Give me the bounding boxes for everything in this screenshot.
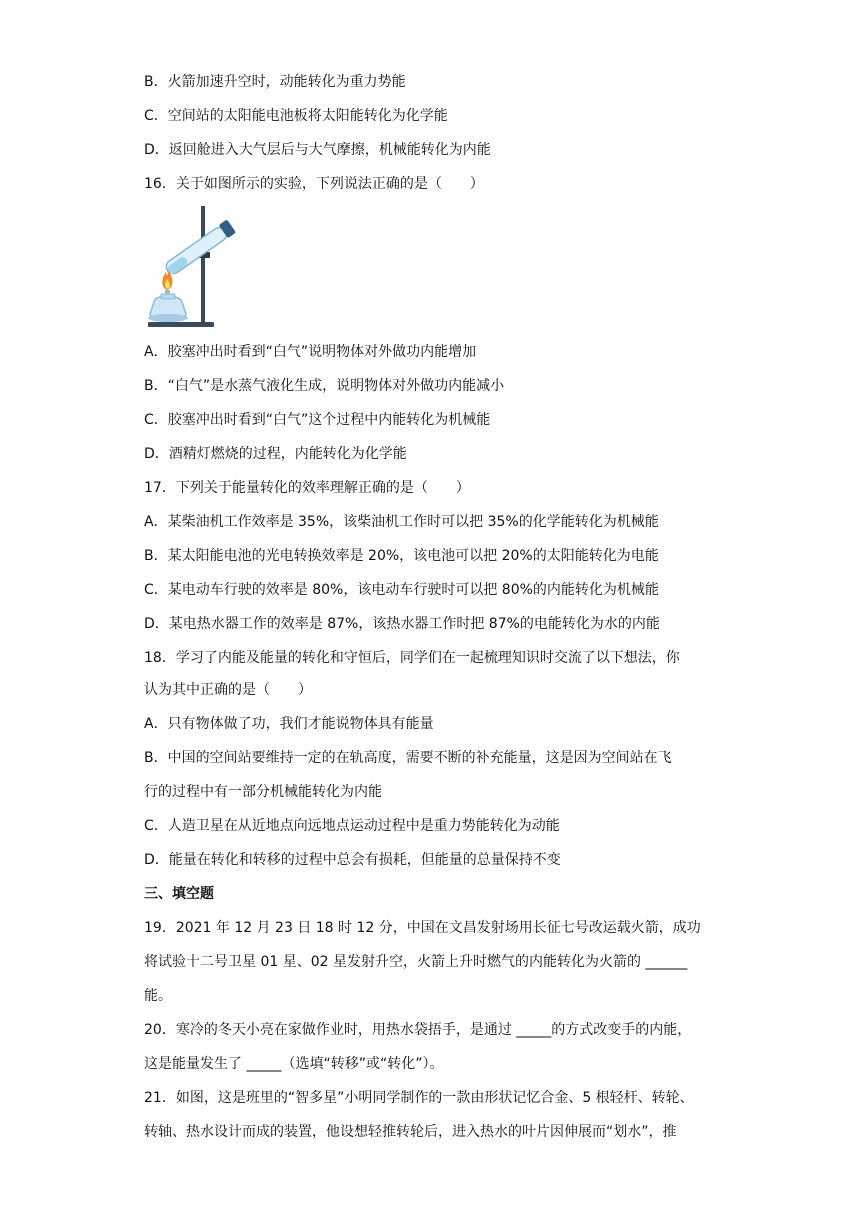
q19-line3: 能。 <box>144 988 172 1004</box>
q21-line1: 21．如图，这是班里的“智多星”小明同学制作的一款由形状记忆合金、5 根轻杆、转轮、 <box>144 1090 694 1106</box>
q16-option-b: B．“白气”是水蒸气液化生成，说明物体对外做功内能减小 <box>144 378 505 394</box>
q15-option-c: C．空间站的太阳能电池板将太阳能转化为化学能 <box>144 108 448 124</box>
q18-option-c: C．人造卫星在从近地点向远地点运动过程中是重力势能转化为动能 <box>144 818 560 834</box>
q16-option-d: D．酒精灯燃烧的过程，内能转化为化学能 <box>144 446 407 462</box>
q17-option-d: D．某电热水器工作的效率是 87%，该热水器工作时把 87%的电能转化为水的内能 <box>144 616 660 632</box>
q20-line2: 这是能量发生了 _____（选填“转移”或“转化”）。 <box>144 1056 444 1072</box>
q18-option-d: D．能量在转化和转移的过程中总会有损耗，但能量的总量保持不变 <box>144 852 561 868</box>
q16-option-c: C．胶塞冲出时看到“白气”这个过程中内能转化为机械能 <box>144 412 491 428</box>
q18-stem-line1: 18．学习了内能及能量的转化和守恒后，同学们在一起梳理知识时交流了以下想法，你 <box>144 650 680 666</box>
q17-option-c: C．某电动车行驶的效率是 80%，该电动车行驶时可以把 80%的内能转化为机械能 <box>144 582 659 598</box>
q19-line1: 19．2021 年 12 月 23 日 18 时 12 分，中国在文昌发射场用长征七号改运载火箭，成功 <box>144 920 701 936</box>
q21-line2: 转轴、热水设计而成的装置，他设想轻推转轮后，进入热水的叶片因伸展而“划水”，推 <box>144 1124 677 1140</box>
q16-option-a: A．胶塞冲出时看到“白气”说明物体对外做功内能增加 <box>144 344 477 360</box>
q15-option-b: B．火箭加速升空时，动能转化为重力势能 <box>144 74 406 90</box>
q18-stem-line2: 认为其中正确的是（ ） <box>144 682 312 698</box>
q16-stem: 16．关于如图所示的实验，下列说法正确的是（ ） <box>144 176 484 192</box>
test-tube-experiment-figure <box>140 200 252 332</box>
q20-line1: 20．寒冷的冬天小亮在家做作业时，用热水袋捂手，是通过 _____的方式改变手的内能， <box>144 1022 692 1038</box>
section-title-fill-in: 三、填空题 <box>144 886 214 902</box>
q17-stem: 17．下列关于能量转化的效率理解正确的是（ ） <box>144 480 470 496</box>
q19-line2: 将试验十二号卫星 01 星、02 星发射升空，火箭上升时燃气的内能转化为火箭的 ______ <box>144 954 688 970</box>
q18-option-b-line1: B．中国的空间站要维持一定的在轨高度，需要不断的补充能量，这是因为空间站在飞 <box>144 750 672 766</box>
q17-option-a: A．某柴油机工作效率是 35%，该柴油机工作时可以把 35%的化学能转化为机械能 <box>144 514 659 530</box>
q18-option-a: A．只有物体做了功，我们才能说物体具有能量 <box>144 716 434 732</box>
q15-option-d: D．返回舱进入大气层后与大气摩擦，机械能转化为内能 <box>144 142 491 158</box>
q18-option-b-line2: 行的过程中有一部分机械能转化为内能 <box>144 784 382 800</box>
q17-option-b: B．某太阳能电池的光电转换效率是 20%，该电池可以把 20%的太阳能转化为电能 <box>144 548 659 564</box>
